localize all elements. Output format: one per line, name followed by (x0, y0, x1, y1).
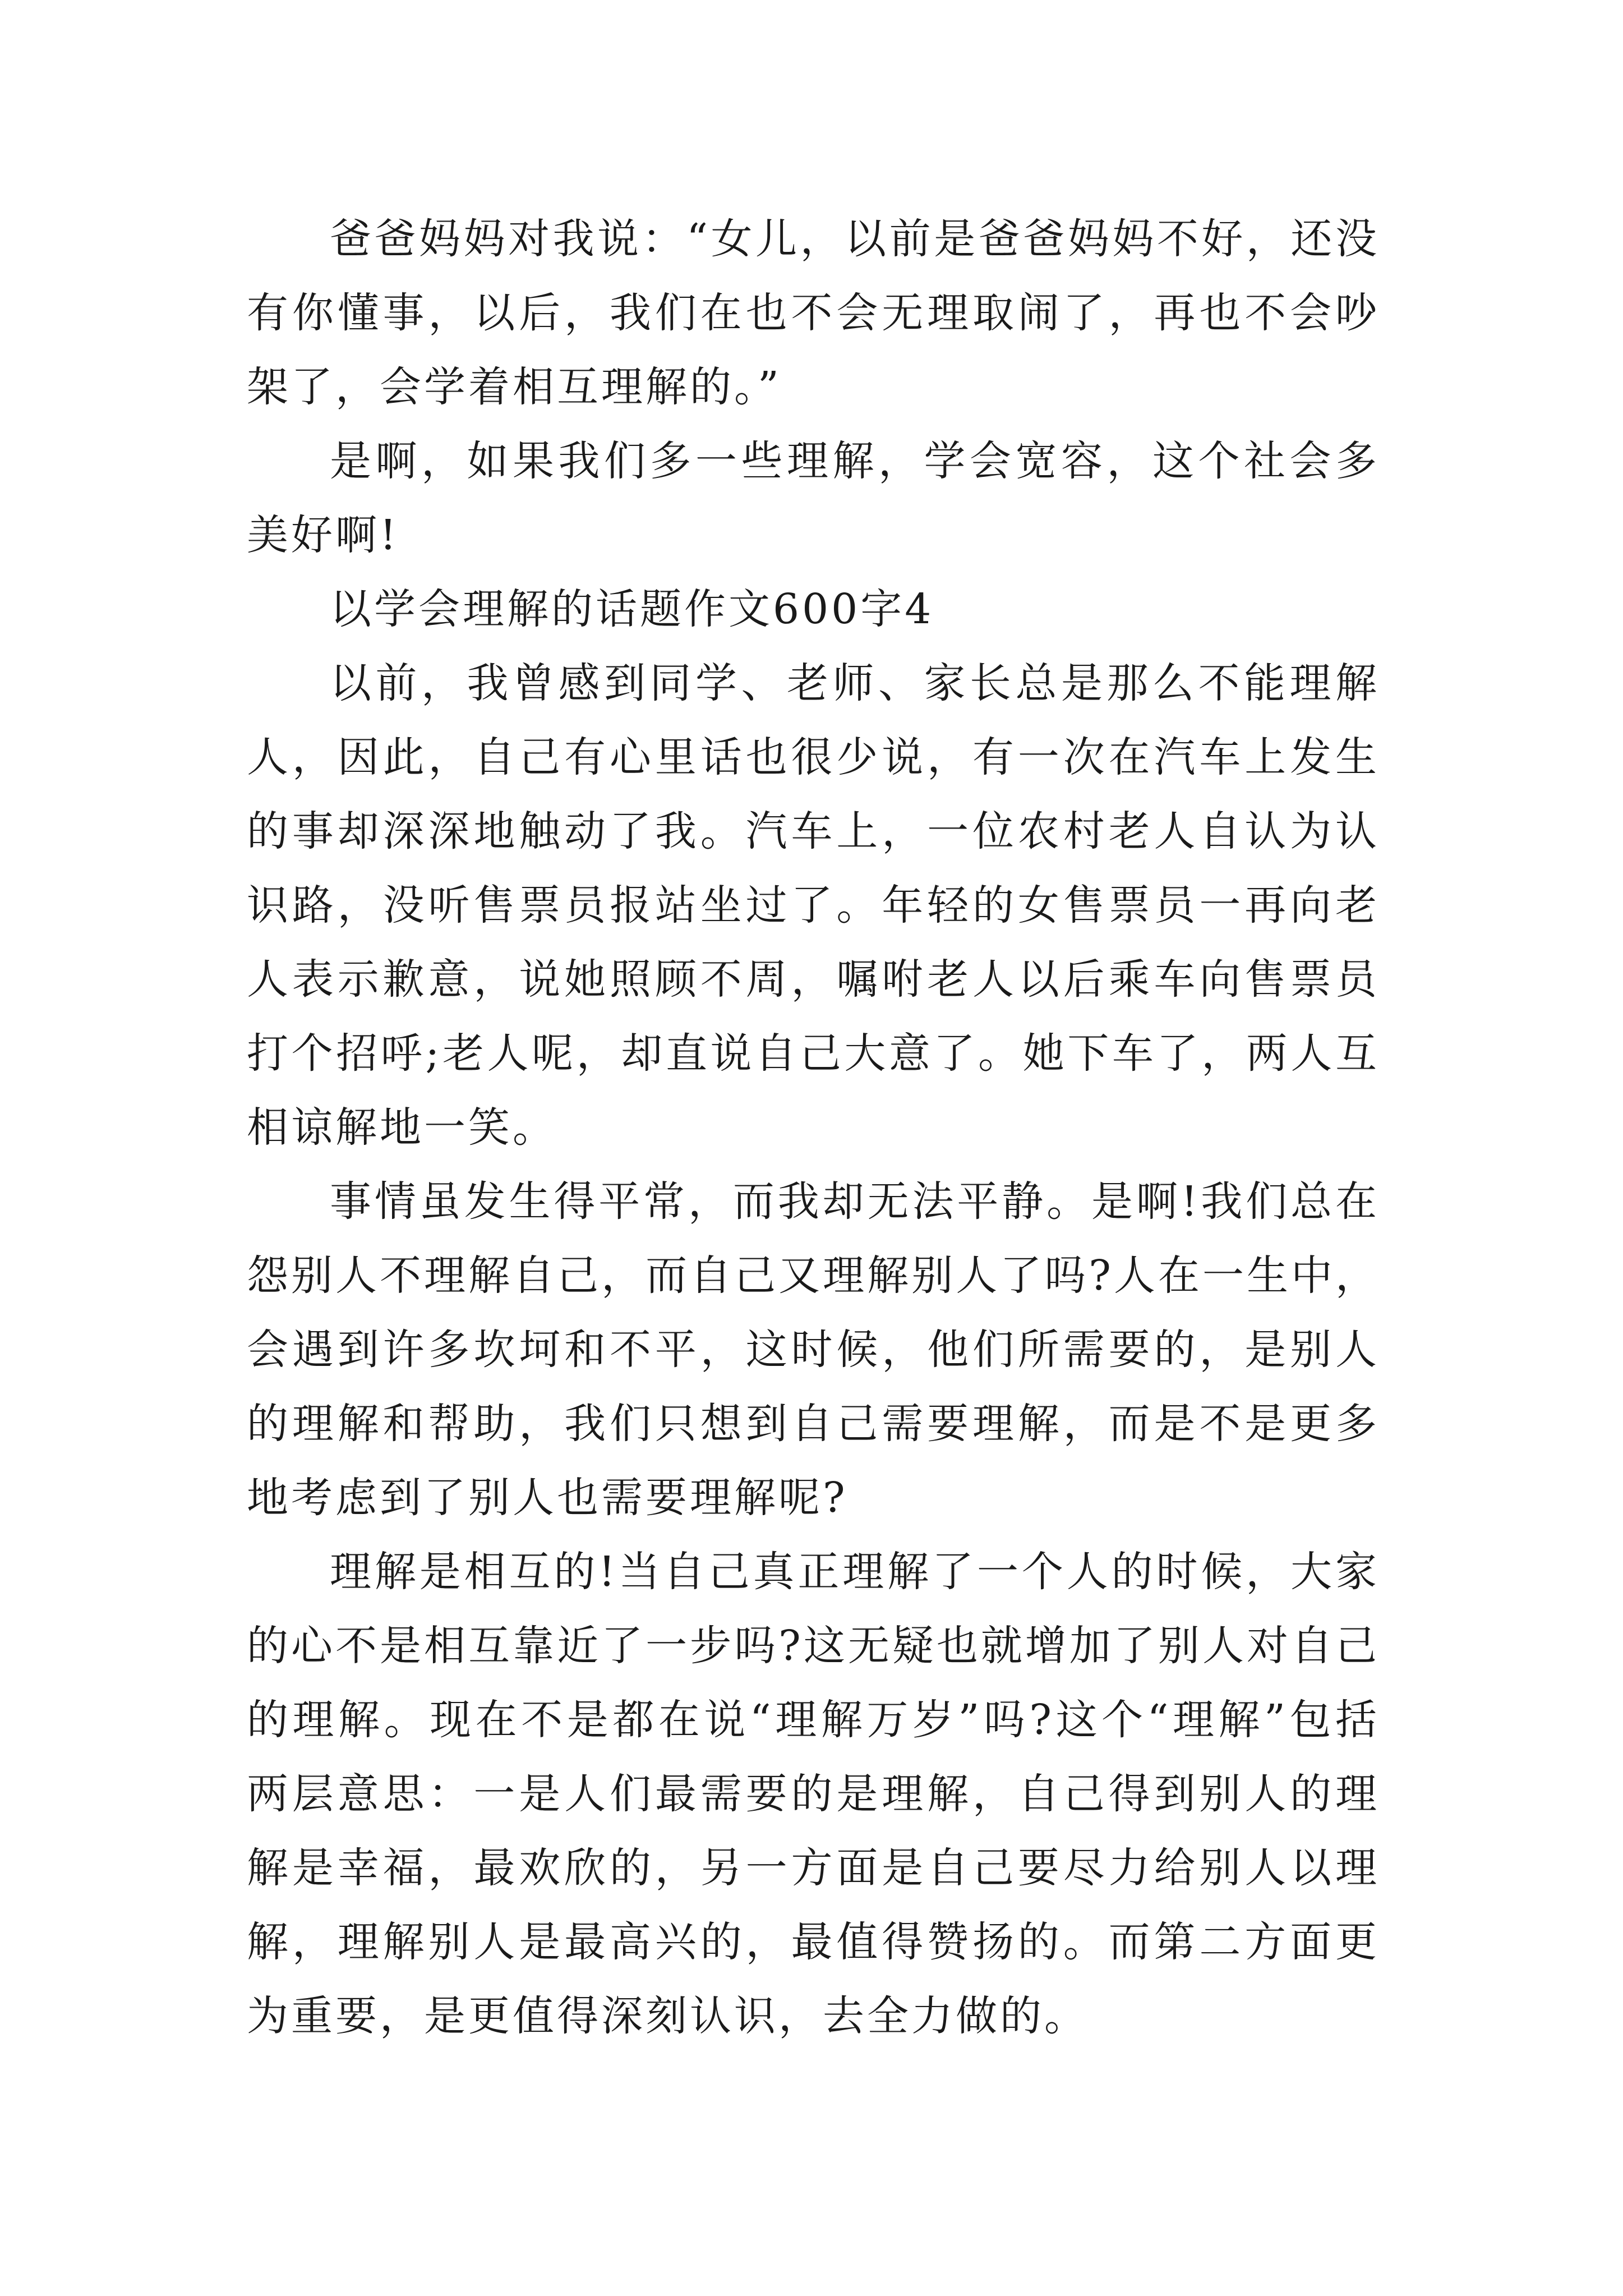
paragraph-mutual-understanding: 理解是相互的!当自己真正理解了一个人的时候，大家的心不是相互靠近了一步吗?这无疑也就增加了别人对自己的理解。现在不是都在说“理解万岁”吗?这个“理解”包括两层意思：一是人们最需要的是理解，自己得到别人的理解是幸福，最欢欣的，另一方面是自己要尽力给别人以理解，理解别人是最高兴的，最值得赞扬的。而第二方面更为重要，是更值得深刻认识，去全力做的。 (247, 1548, 1380, 2040)
paragraph-understanding-society: 是啊，如果我们多一些理解，学会宽容，这个社会多美好啊! (247, 437, 1380, 559)
paragraph-reflection: 事情虽发生得平常，而我却无法平静。是啊!我们总在怨别人不理解自己，而自己又理解别人了吗?人在一生中，会遇到许多坎坷和不平，这时候，他们所需要的，是别人的理解和帮助，我们只想到自己需要理解，而是不是更多地考虑到了别人也需要理解呢? (247, 1177, 1380, 1522)
document-page (247, 202, 1380, 2053)
paragraph-bus-story: 以前，我曾感到同学、老师、家长总是那么不能理解人，因此，自己有心里话也很少说，有一次在汽车上发生的事却深深地触动了我。汽车上，一位农村老人自认为认识路，没听售票员报站坐过了。年轻的女售票员一再向老人表示歉意，说她照顾不周，嘱咐老人以后乘车向售票员打个招呼;老人呢，却直说自己大意了。她下车了，两人互相谅解地一笑。 (247, 659, 1380, 1152)
essay-heading: 以学会理解的话题作文600字4 (330, 585, 934, 633)
paragraph-parents-apology: 爸爸妈妈对我说：“女儿，以前是爸爸妈妈不好，还没有你懂事，以后，我们在也不会无理取闹了，再也不会吵架了，会学着相互理解的。” (247, 215, 1380, 411)
